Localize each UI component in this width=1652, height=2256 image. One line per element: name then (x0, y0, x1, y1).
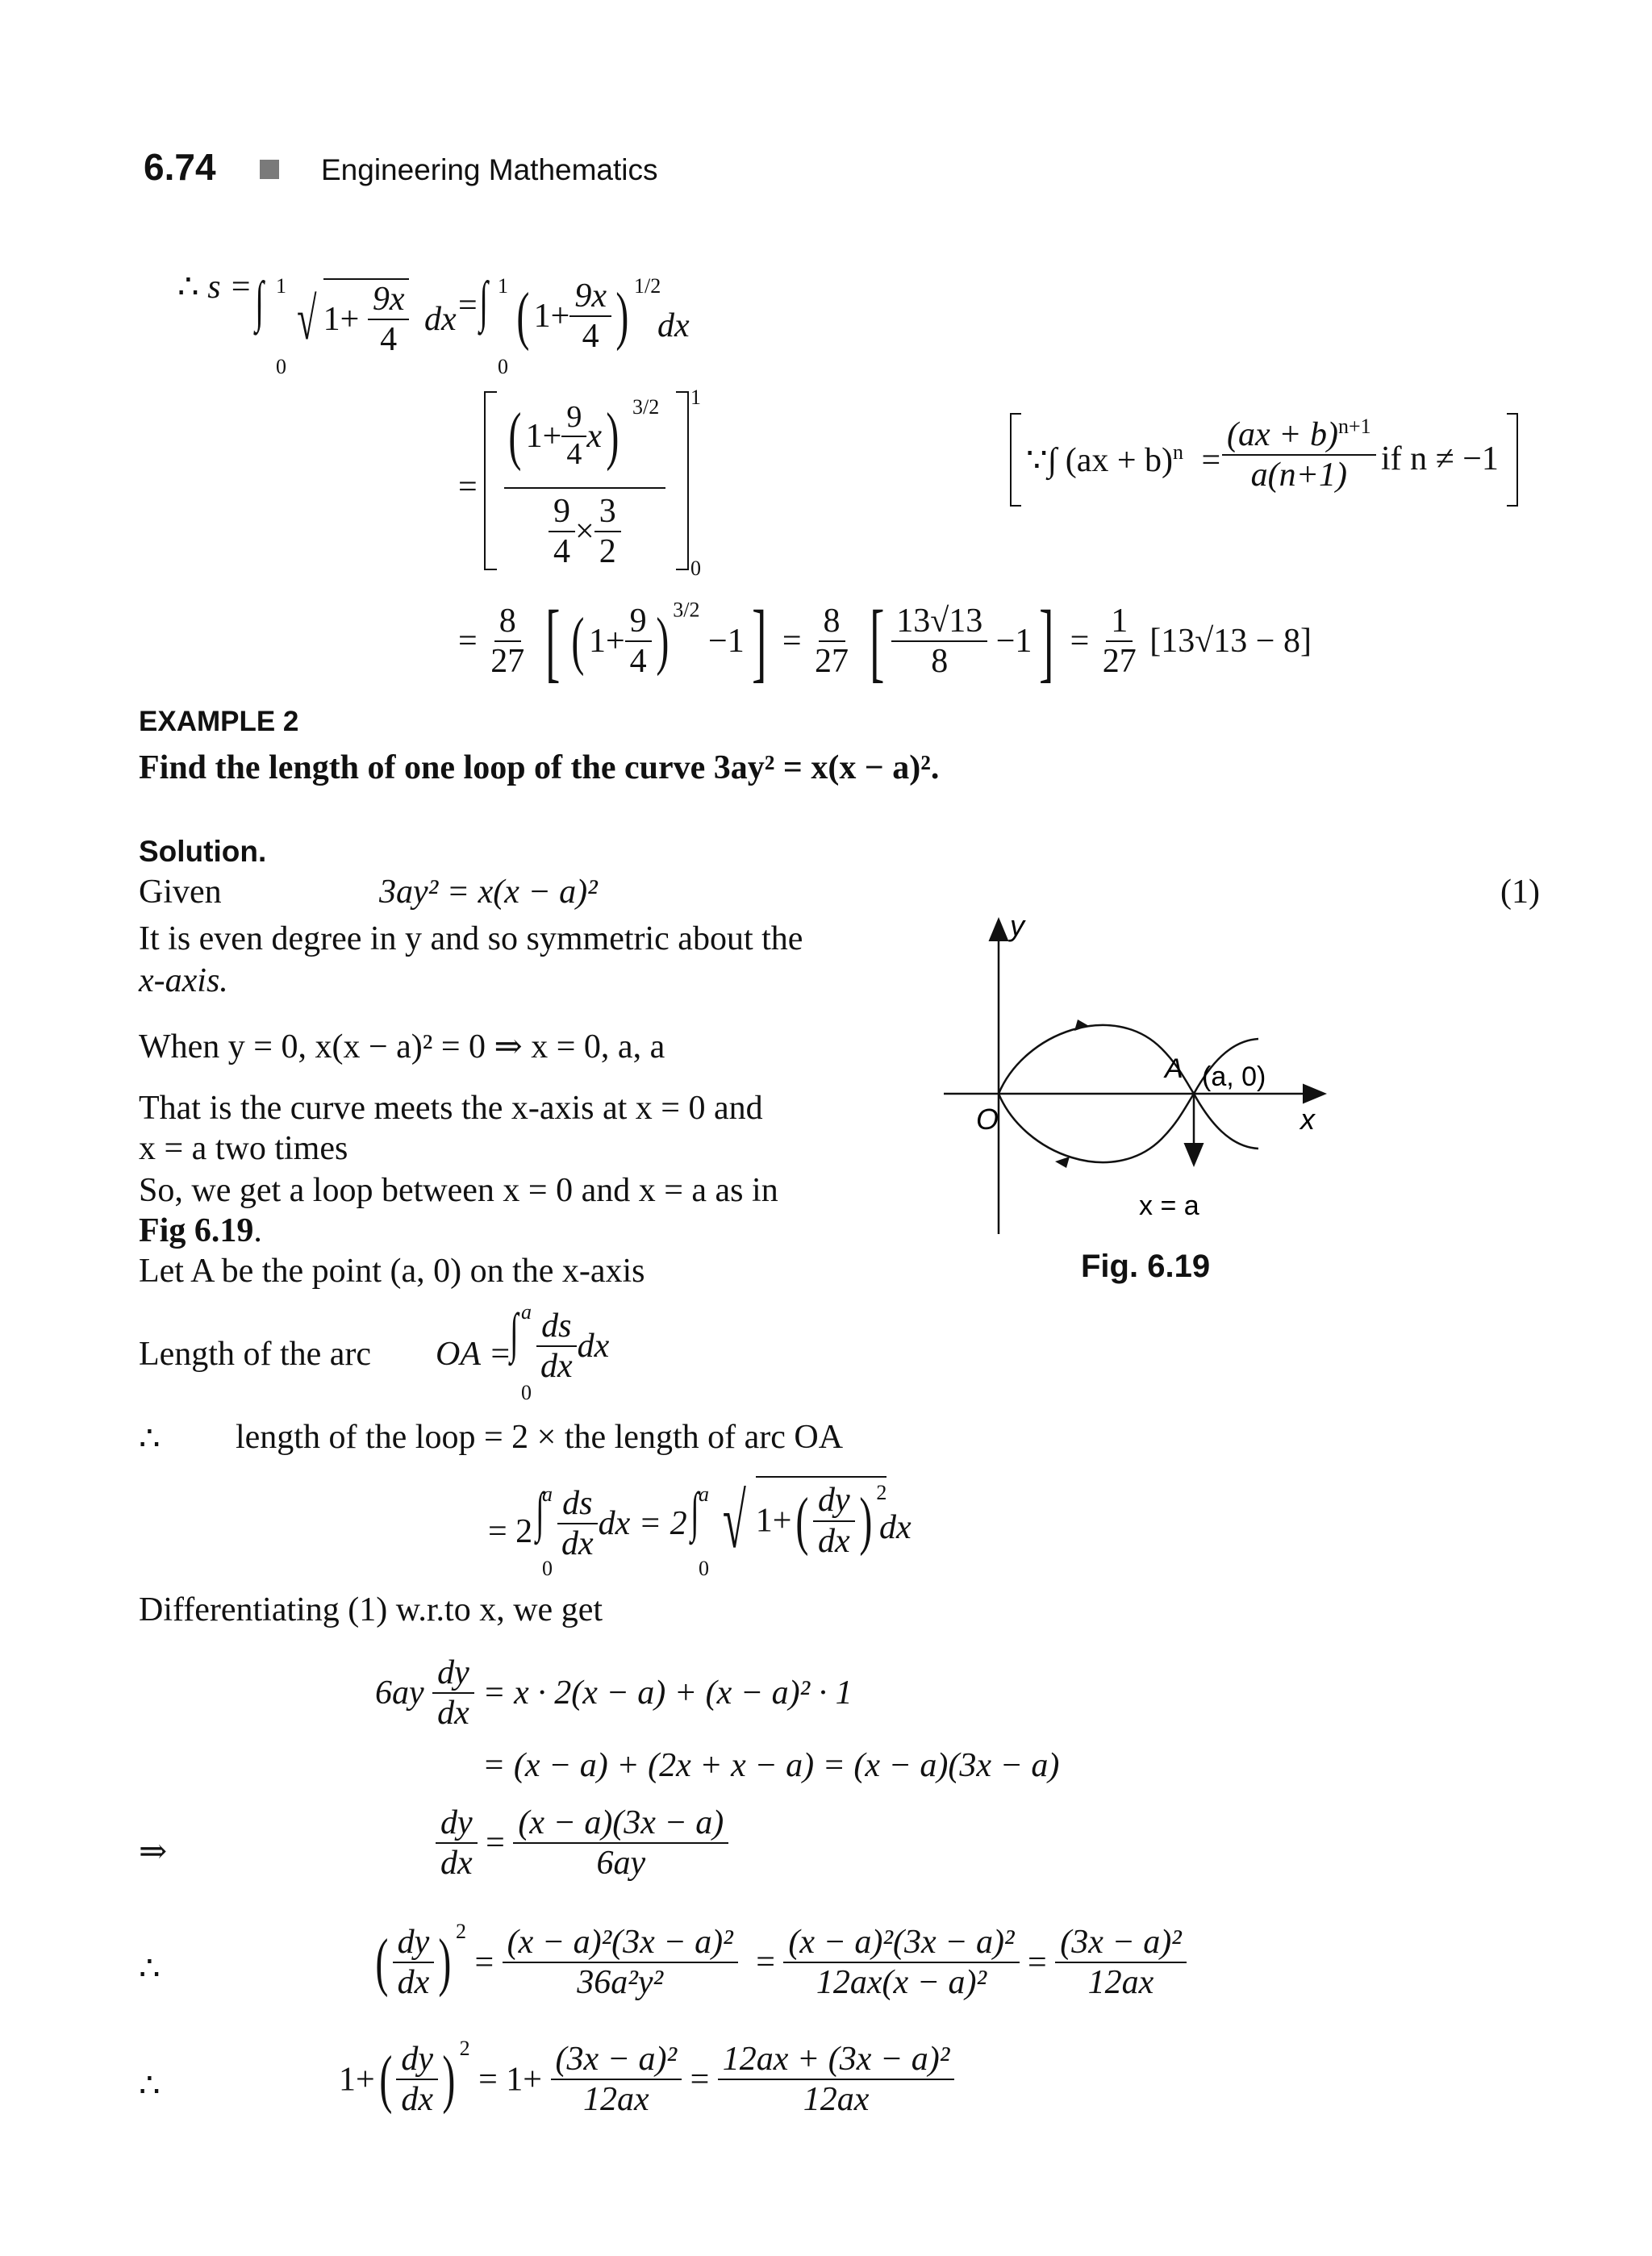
loop-dy: dy (813, 1482, 855, 1521)
example-label: EXAMPLE 2 (139, 706, 299, 737)
formula-bracket-left (1010, 413, 1021, 507)
point-coord-label: (a, 0) (1202, 1061, 1266, 1092)
sq-f2-den: 12ax(x − a)² (816, 1964, 987, 2002)
diff-line-1 (375, 1655, 853, 1731)
line3-eq: = (458, 623, 478, 660)
eq-line-2-equals: = (458, 469, 478, 506)
den-b-num: 3 (594, 494, 621, 532)
line3-exp: 3/2 (673, 598, 700, 622)
line3-minus1: −1 (708, 623, 745, 660)
formula-cond: if n ≠ −1 (1381, 440, 1499, 477)
line3-f2-den: 27 (815, 643, 849, 680)
last-one: 1+ (339, 2061, 375, 2099)
d1-den: dx (437, 1695, 469, 1733)
loop-upper-2: a (699, 1482, 709, 1506)
last-f1-num: (3x − a)² (551, 2041, 682, 2080)
sq-f1-num: (x − a)²(3x − a)² (503, 1924, 738, 1963)
diff-line-2: = (x − a) + (2x + x − a) = (x − a)(3x − a) (482, 1747, 1060, 1784)
formula-den: a(n+1) (1250, 457, 1347, 494)
para-meets-1: That is the curve meets the x-axis at x = 0 and (139, 1090, 763, 1127)
fig-reference: Fig 6.19 (139, 1212, 254, 1249)
den-a-den: 4 (553, 533, 570, 571)
loop-lower-1: 0 (542, 1557, 553, 1580)
last-exp: 2 (459, 2037, 470, 2060)
den-b-den: 2 (599, 533, 616, 571)
exp-half: 1/2 (634, 274, 661, 298)
sq-f1-den: 36a²y² (577, 1964, 664, 2002)
int2-lower: 0 (498, 355, 508, 378)
given-label: Given (139, 874, 222, 911)
d3-rnum: (x − a)(3x − a) (513, 1805, 728, 1844)
loop-text: length of the loop = 2 × the length of arc OA (236, 1419, 844, 1456)
last-f2-den: 12ax (803, 2081, 870, 2119)
line2-numerator: ( 1+ $\frac{9}{4}$ x) (508, 400, 620, 472)
line3-f3-num: 13√13 (891, 603, 987, 642)
loop-lower-2: 0 (699, 1557, 709, 1580)
point-a-label: A (1165, 1053, 1183, 1084)
line2-main-fraction-bar (504, 487, 665, 489)
sq-exp: 2 (455, 1920, 466, 1943)
upper-direction-arrow (1074, 1020, 1089, 1031)
formula-num: (ax + b) (1227, 416, 1338, 453)
tail-lower-curve (1194, 1094, 1258, 1149)
loop-den: dx (561, 1525, 594, 1563)
sq-f3-den: 12ax (1087, 1964, 1154, 2002)
d1-rhs: = x · 2(x − a) + (x − a)² · 1 (482, 1674, 853, 1712)
last-den: dx (401, 2081, 433, 2119)
line3-inner-num: 9 (625, 603, 652, 642)
formula-eq: = (1201, 442, 1221, 479)
arc-integral: ∫ (510, 1302, 519, 1363)
eq-line-1-rhs (458, 286, 478, 325)
origin-label: O (976, 1103, 999, 1136)
book-title: Engineering Mathematics (321, 153, 658, 186)
paren-const: 1+ (533, 298, 570, 336)
frac-num: 9x (368, 281, 410, 320)
line3-minus1-b: −1 (995, 623, 1032, 660)
line3-inner-den: 4 (629, 643, 647, 680)
equals: = (458, 287, 478, 324)
line3-f4-num: 1 (1106, 603, 1133, 642)
loop-dx2: dx (818, 1522, 850, 1560)
formula-lhs (1026, 440, 1220, 480)
sq-den: dx (397, 1964, 430, 2002)
loop-upper-1: a (542, 1482, 553, 1506)
int1-lower: 0 (276, 355, 286, 378)
last-eq1: = 1+ (478, 2061, 542, 2099)
line3-f1-den: 27 (490, 643, 525, 680)
big-bracket-right (676, 391, 689, 570)
para-loop-2 (139, 1211, 262, 1250)
line3-f2-num: 8 (819, 603, 845, 642)
para-meets-2: x = a two times (139, 1130, 348, 1167)
loop-tail-dx: dx (879, 1509, 912, 1546)
example-problem: Find the length of one loop of the curve 3ay² = x(x − a)². (139, 749, 940, 786)
diff-line-3 (436, 1805, 728, 1881)
bracket-upper: 1 (690, 386, 701, 409)
eq-line-1 (177, 266, 252, 306)
line3-tail: [13√13 − 8] (1149, 623, 1312, 660)
d3-rden: 6ay (596, 1845, 646, 1883)
x-axis-label: x (1300, 1103, 1315, 1136)
sq-f2-num: (x − a)²(3x − a)² (783, 1924, 1019, 1963)
last-f2-num: 12ax + (3x − a)² (718, 2041, 955, 2080)
line3-f1-num: 8 (494, 603, 521, 642)
sqrt-const: 1+ (323, 301, 360, 339)
last-line: 1+( $\frac{dy}{dx}$ ) $^2$ = 1+ $\frac{\text{(3x − a)²}}{12ax}$ = $\frac{\text{12ax + (3x − a)²}}{12ax}$ (339, 2037, 954, 2117)
line2-denominator: $\frac{9}{4}$ × $\frac{3}{2}$ (549, 494, 621, 569)
equation-number: (1) (1500, 874, 1540, 911)
diff-text: Differentiating (1) w.r.to x, we get (139, 1591, 603, 1628)
inner-den: 4 (566, 436, 582, 471)
therefore-symbol: ∴ (177, 269, 199, 306)
arc-dx: dx (577, 1328, 610, 1366)
para-when-y-zero: When y = 0, x(x − a)² = 0 ⇒ x = 0, a, a (139, 1028, 665, 1065)
eq-line-3: = $\frac{8}{27}$ [ ( 1+ $\frac{9}{4}$ ) $^{3/2}$ −1] = $\frac{8}{27}$ [ $\frac{13√13}{8}$ −1] = $\frac{1}{27}$ [13√13 − 8] (458, 592, 1312, 690)
loop-therefore: ∴ (139, 1420, 161, 1457)
para-symmetry-2: x-axis. (139, 962, 228, 999)
implies-symbol: ⇒ (139, 1833, 168, 1870)
arc-num: ds (536, 1308, 576, 1347)
loop-sq: 2 (876, 1481, 887, 1505)
lower-direction-arrow (1055, 1157, 1070, 1168)
squared-line: ( $\frac{dy}{dx}$ ) $^2$ = $\frac{\text{(x − a)²(3x − a)²}}{\text{36a²y²}}$ = $\frac{\text{(x − a)²(3x − a)²}}{\text{12ax(x − a)²}}$ = $\frac{\text{(3x − a)²}}{12ax}$ (371, 1920, 1187, 2000)
loop-integral-1: ∫ (536, 1481, 544, 1542)
integral-1: ∫ (255, 271, 264, 333)
para-symmetry-1: It is even degree in y and so symmetric about the (139, 920, 803, 957)
loop-one: 1+ (755, 1502, 792, 1540)
sqrt-expression: √ 1+ $\frac{9x}{4}$ dx (290, 278, 457, 357)
line3-f3-den: 8 (931, 643, 949, 680)
formula-exp-n: n (1173, 440, 1184, 464)
last-f1-den: 12ax (582, 2081, 649, 2119)
big-bracket-left (484, 391, 497, 570)
figure-caption: Fig. 6.19 (1081, 1249, 1211, 1284)
arc-den: dx (540, 1348, 573, 1386)
last-therefore: ∴ (139, 2067, 161, 2104)
paren-frac-num: 9x (569, 278, 611, 317)
fig-reference-period: . (253, 1212, 262, 1249)
arc-label: Length of the arc (139, 1336, 372, 1373)
page-number: 6.74 (144, 146, 216, 188)
loop-num: ds (557, 1486, 597, 1524)
exp-three-halves: 3/2 (632, 395, 660, 419)
x-equals-a-label: x = a (1139, 1191, 1199, 1221)
header-square-icon (260, 160, 279, 179)
inner-x: x (586, 417, 602, 455)
inner-num: 9 (561, 402, 586, 437)
figure-6-19 (928, 911, 1347, 1250)
d3-den: dx (440, 1845, 473, 1883)
dx: dx (423, 301, 457, 339)
sq-therefore: ∴ (139, 1950, 161, 1987)
loop-lower-curve (999, 1094, 1194, 1162)
sq-num: dy (393, 1924, 435, 1963)
arc-fraction (536, 1308, 609, 1384)
arc-lhs: OA = (436, 1336, 512, 1373)
d1-lhs: 6ay (375, 1674, 424, 1712)
loop-integral-2: ∫ (690, 1481, 699, 1542)
d1-num: dy (432, 1655, 474, 1694)
d3-eq: = (486, 1824, 505, 1862)
dx-2: dx (657, 307, 690, 344)
loop-frac-1 (557, 1486, 687, 1562)
loop-eq: = 2 (488, 1513, 533, 1550)
line3-f4-den: 27 (1102, 643, 1137, 680)
loop-dx-eq: dx = 2 (598, 1505, 687, 1543)
solution-label: Solution. (139, 835, 267, 868)
formula-num-exp: n+1 (1337, 415, 1371, 438)
int2-upper: 1 (498, 274, 508, 298)
formula-fraction (1222, 415, 1376, 493)
para-loop-1: So, we get a loop between x = 0 and x = a as in (139, 1172, 778, 1209)
y-axis-label: y (1010, 911, 1024, 942)
paren-frac-den: 4 (582, 318, 599, 356)
para-point-a: Let A be the point (a, 0) on the x-axis (139, 1253, 645, 1290)
formula-prefix: ∵∫ (ax + b) (1026, 442, 1174, 479)
integral-2: ∫ (479, 271, 488, 333)
int1-upper: 1 (276, 274, 286, 298)
sq-f3-num: (3x − a)² (1055, 1924, 1187, 1963)
given-equation: 3ay² = x(x − a)² (379, 874, 598, 911)
formula-bracket-right (1507, 413, 1518, 507)
arc-upper: a (521, 1300, 532, 1324)
arc-lower: 0 (521, 1381, 532, 1404)
last-num: dy (396, 2041, 438, 2080)
lhs: s = (207, 269, 252, 306)
d3-num: dy (436, 1805, 478, 1844)
paren-expression: ( 1+ $\frac{9x}{4}$ ) (516, 277, 629, 356)
den-a-num: 9 (549, 494, 575, 532)
bracket-lower: 0 (690, 557, 701, 580)
loop-sqrt: √ 1+( $\frac{dy}{dx}$ ) $^2$ (722, 1478, 887, 1564)
frac-den: 4 (380, 321, 398, 359)
